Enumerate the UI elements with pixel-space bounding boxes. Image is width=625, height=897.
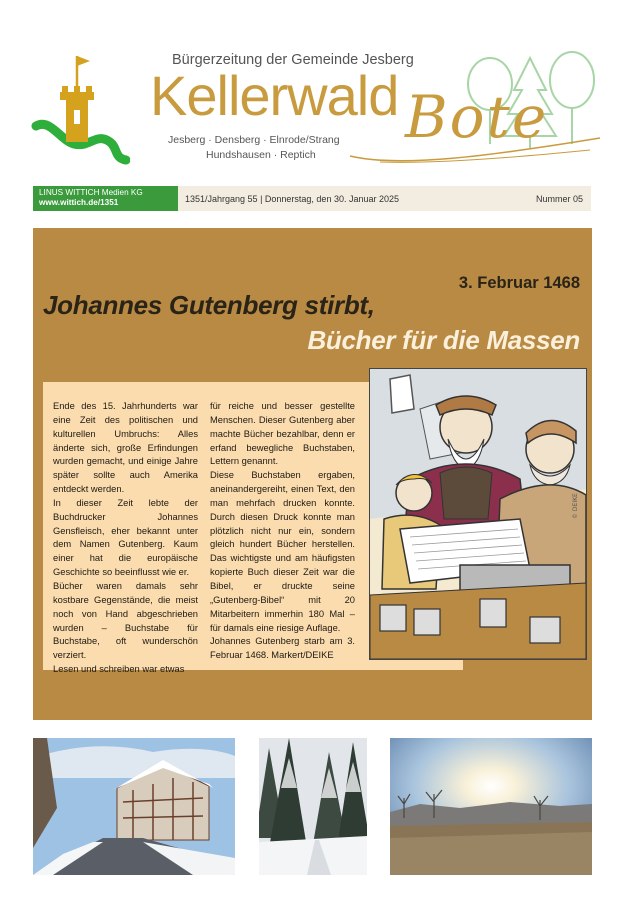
snowy-forest-photo bbox=[259, 738, 367, 875]
article-date-tag: 3. Februar 1468 bbox=[458, 274, 580, 292]
issue-info: 1351/Jahrgang 55 | Donnerstag, den 30. Januar 2025 bbox=[185, 194, 400, 204]
towns-line-2: Hundshausen · Reptich bbox=[206, 149, 316, 161]
gutenberg-illustration bbox=[369, 368, 587, 660]
illustration-credit: © DEIKE bbox=[572, 493, 579, 519]
issue-number: Nummer 05 bbox=[535, 194, 583, 204]
article-column-1-text: Ende des 15. Jahrhunderts war eine Zeit des politischen und kulturellen Umbruchs: Alles änderte sich, große Erfindungen wurden gemacht, und einige Jahre später sollte auch Amerika entdeckt werden. In dieser Zeit lebte der Buchdrucker Johannes Gensfleisch, eher bekannt unter dem Namen Gutenberg. Kaum einer hat die europäische Geschichte so beeinflusst wie er. Bücher waren damals sehr kostbare Gegenstände, die meist noch von Hand abgeschrieben wurden – Buchstabe für Buchstabe, oft wunderschön verziert. Lesen und schreiben war etwas bbox=[53, 401, 198, 675]
publisher-url-link[interactable]: www.wittich.de/1351 bbox=[39, 198, 119, 207]
village-winter-photo bbox=[33, 738, 235, 875]
article-headline: Johannes Gutenberg stirbt, bbox=[43, 290, 375, 320]
article-column-2-text: für reiche und besser gestellte Menschen. Dieser Gutenberg aber machte Bücher bezahlbar, denn er erfand bewegliche Buchstaben, Lettern genannt. Diese Buchstaben ergaben, aneinandergereiht, einen Text, den man mehrfach drucken konnte. Durch diesen Druck konnte man plötzlich nicht nur ein, sondern gleich hundert Bücher herstellen. Das wichtigste und am häufigsten kopierte Buch dieser Zeit war die Bibel, er druckte seine „Gutenberg-Bibel“ mit 20 Mitarbeitern immerhin 180 Mal – für damals eine riesige Auflage. Johannes Gutenberg starb am 3. Februar 1468. Markert/DEIKE bbox=[210, 401, 355, 661]
newspaper-title-script: Bote bbox=[405, 83, 549, 151]
article-column-2 bbox=[210, 400, 355, 663]
newspaper-subtitle: Bürgerzeitung der Gemeinde Jesberg bbox=[172, 52, 414, 68]
publisher-name: LINUS WITTICH Medien KG bbox=[39, 188, 143, 197]
issue-info-bar bbox=[178, 186, 591, 211]
towns-line-1: Jesberg · Densberg · Elnrode/Strang bbox=[168, 134, 340, 146]
winter-field-sunrise-photo bbox=[390, 738, 592, 875]
article-subheadline: Bücher für die Massen bbox=[307, 325, 580, 355]
article-column-1 bbox=[53, 400, 198, 677]
feature-article bbox=[33, 228, 592, 720]
publisher-box bbox=[33, 186, 178, 211]
jesberg-tower-logo-icon bbox=[30, 48, 130, 168]
newspaper-title: Kellerwald bbox=[150, 64, 399, 127]
